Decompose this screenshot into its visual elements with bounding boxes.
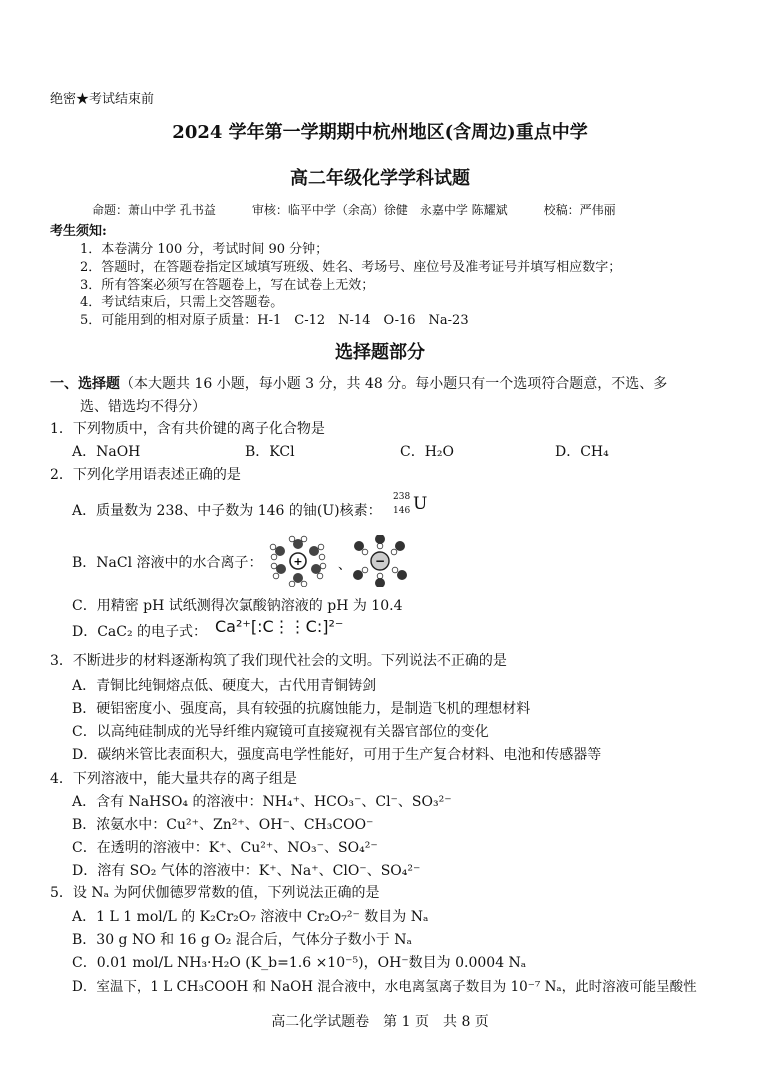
nuclide-mass-number: 238 bbox=[393, 492, 411, 502]
q3-option-b: B．硬铝密度小、强度高，具有较强的抗腐蚀能力，是制造飞机的理想材料 bbox=[72, 701, 531, 717]
q3-stem: 3．不断进步的材料逐渐构筑了我们现代社会的文明。下列说法不正确的是 bbox=[50, 653, 507, 669]
q4-option-b: B．浓氨水中：Cu²⁺、Zn²⁺、OH⁻、CH₃COO⁻ bbox=[72, 817, 374, 833]
secret-label: 绝密★考试结束前 bbox=[50, 92, 155, 107]
notice-item: 2．答题时，在答题卷指定区域填写班级、姓名、考场号、座位号及准考证号并填写相应数字； bbox=[80, 260, 622, 275]
q2-option-d: D．CaC₂ 的电子式： bbox=[72, 624, 208, 640]
q5-option-d: D．室温下，1 L CH₃COOH 和 NaOH 混合液中，水电离氢离子数目为 10⁻⁷ Nₐ，此时溶液可能呈酸性 bbox=[72, 979, 697, 995]
svg-text:、: 、 bbox=[338, 558, 352, 573]
svg-text:−: − bbox=[374, 554, 386, 568]
credits-line: 命题：萧山中学 孔书益 审核：临平中学（余高）徐健 永嘉中学 陈耀斌 校稿：严伟丽 bbox=[92, 203, 616, 217]
q5-stem: 5．设 Nₐ 为阿伏伽德罗常数的值，下列说法正确的是 bbox=[50, 885, 380, 901]
q4-option-a: A．含有 NaHSO₄ 的溶液中：NH₄⁺、HCO₃⁻、Cl⁻、SO₃²⁻ bbox=[72, 794, 452, 810]
nuclide-symbol: U bbox=[413, 494, 428, 514]
page-footer: 高二化学试题卷 第 1 页 共 8 页 bbox=[271, 1014, 489, 1030]
part1-intro bbox=[50, 373, 667, 393]
q4-option-c: C．在透明的溶液中：K⁺、Cu²⁺、NO₃⁻、SO₄²⁻ bbox=[72, 840, 378, 856]
part1-label: 一、选择题 bbox=[50, 376, 120, 392]
hydrated-sodium-ion bbox=[270, 536, 326, 587]
q4-option-d: D．溶有 SO₂ 气体的溶液中：K⁺、Na⁺、ClO⁻、SO₄²⁻ bbox=[72, 863, 421, 879]
q3-option-a: A．青铜比纯铜熔点低、硬度大，古代用青铜铸剑 bbox=[72, 678, 377, 694]
q3-option-d: D．碳纳米管比表面积大，强度高电学性能好，可用于生产复合材料、电池和传感器等 bbox=[72, 747, 602, 763]
q2-option-b: B．NaCl 溶液中的水合离子： bbox=[72, 555, 263, 571]
notice-item: 5．可能用到的相对原子质量：H-1 C-12 N-14 O-16 Na-23 bbox=[80, 313, 469, 328]
section-title: 选择题部分 bbox=[335, 342, 425, 363]
nuclide-neutron-number: 146 bbox=[393, 506, 411, 516]
hydrated-ions-figure bbox=[268, 535, 414, 587]
q2-option-a: A．质量数为 238、中子数为 146 的铀(U)核素： bbox=[72, 503, 382, 519]
hydrated-chloride-ion bbox=[353, 535, 407, 587]
q1-option-c: C．H₂O bbox=[400, 444, 455, 460]
q1-option-a: A．NaOH bbox=[72, 444, 141, 460]
q1-stem: 1．下列物质中，含有共价键的离子化合物是 bbox=[50, 421, 325, 437]
q5-option-a: A．1 L 1 mol/L 的 K₂Cr₂O₇ 溶液中 Cr₂O₇²⁻ 数目为 Nₐ bbox=[72, 909, 429, 925]
notice-item: 3．所有答案必须写在答题卷上，写在试卷上无效； bbox=[80, 278, 375, 293]
notice-item: 1．本卷满分 100 分，考试时间 90 分钟； bbox=[80, 242, 329, 257]
q1-option-d: D．CH₄ bbox=[555, 444, 609, 460]
svg-text:+: + bbox=[293, 555, 303, 568]
part1-text: （本大题共 16 小题，每小题 3 分，共 48 分。每小题只有一个选项符合题意，不选、多 bbox=[120, 376, 668, 392]
part1-intro-cont: 选、错选均不得分） bbox=[80, 399, 206, 415]
cac2-electron-formula: Ca²⁺[:C⋮⋮C:]²⁻ bbox=[215, 617, 344, 636]
exam-title: 2024 学年第一学期期中杭州地区(含周边)重点中学 bbox=[172, 122, 588, 143]
q2-stem: 2．下列化学用语表述正确的是 bbox=[50, 467, 241, 483]
q4-stem: 4．下列溶液中，能大量共存的离子组是 bbox=[50, 771, 297, 787]
notice-title: 考生须知: bbox=[50, 224, 107, 239]
q2-option-c: C．用精密 pH 试纸测得次氯酸钠溶液的 pH 为 10.4 bbox=[72, 598, 403, 614]
exam-subtitle: 高二年级化学学科试题 bbox=[290, 168, 470, 189]
q5-option-c: C．0.01 mol/L NH₃·H₂O (K_b=1.6 ×10⁻⁵)，OH⁻数目为 0.0004 Nₐ bbox=[72, 955, 527, 971]
q5-option-b: B．30 g NO 和 16 g O₂ 混合后，气体分子数小于 Nₐ bbox=[72, 932, 412, 948]
q1-option-b: B．KCl bbox=[245, 444, 295, 460]
q3-option-c: C．以高纯硅制成的光导纤维内窥镜可直接窥视有关器官部位的变化 bbox=[72, 724, 489, 740]
notice-item: 4．考试结束后，只需上交答题卷。 bbox=[80, 295, 284, 310]
